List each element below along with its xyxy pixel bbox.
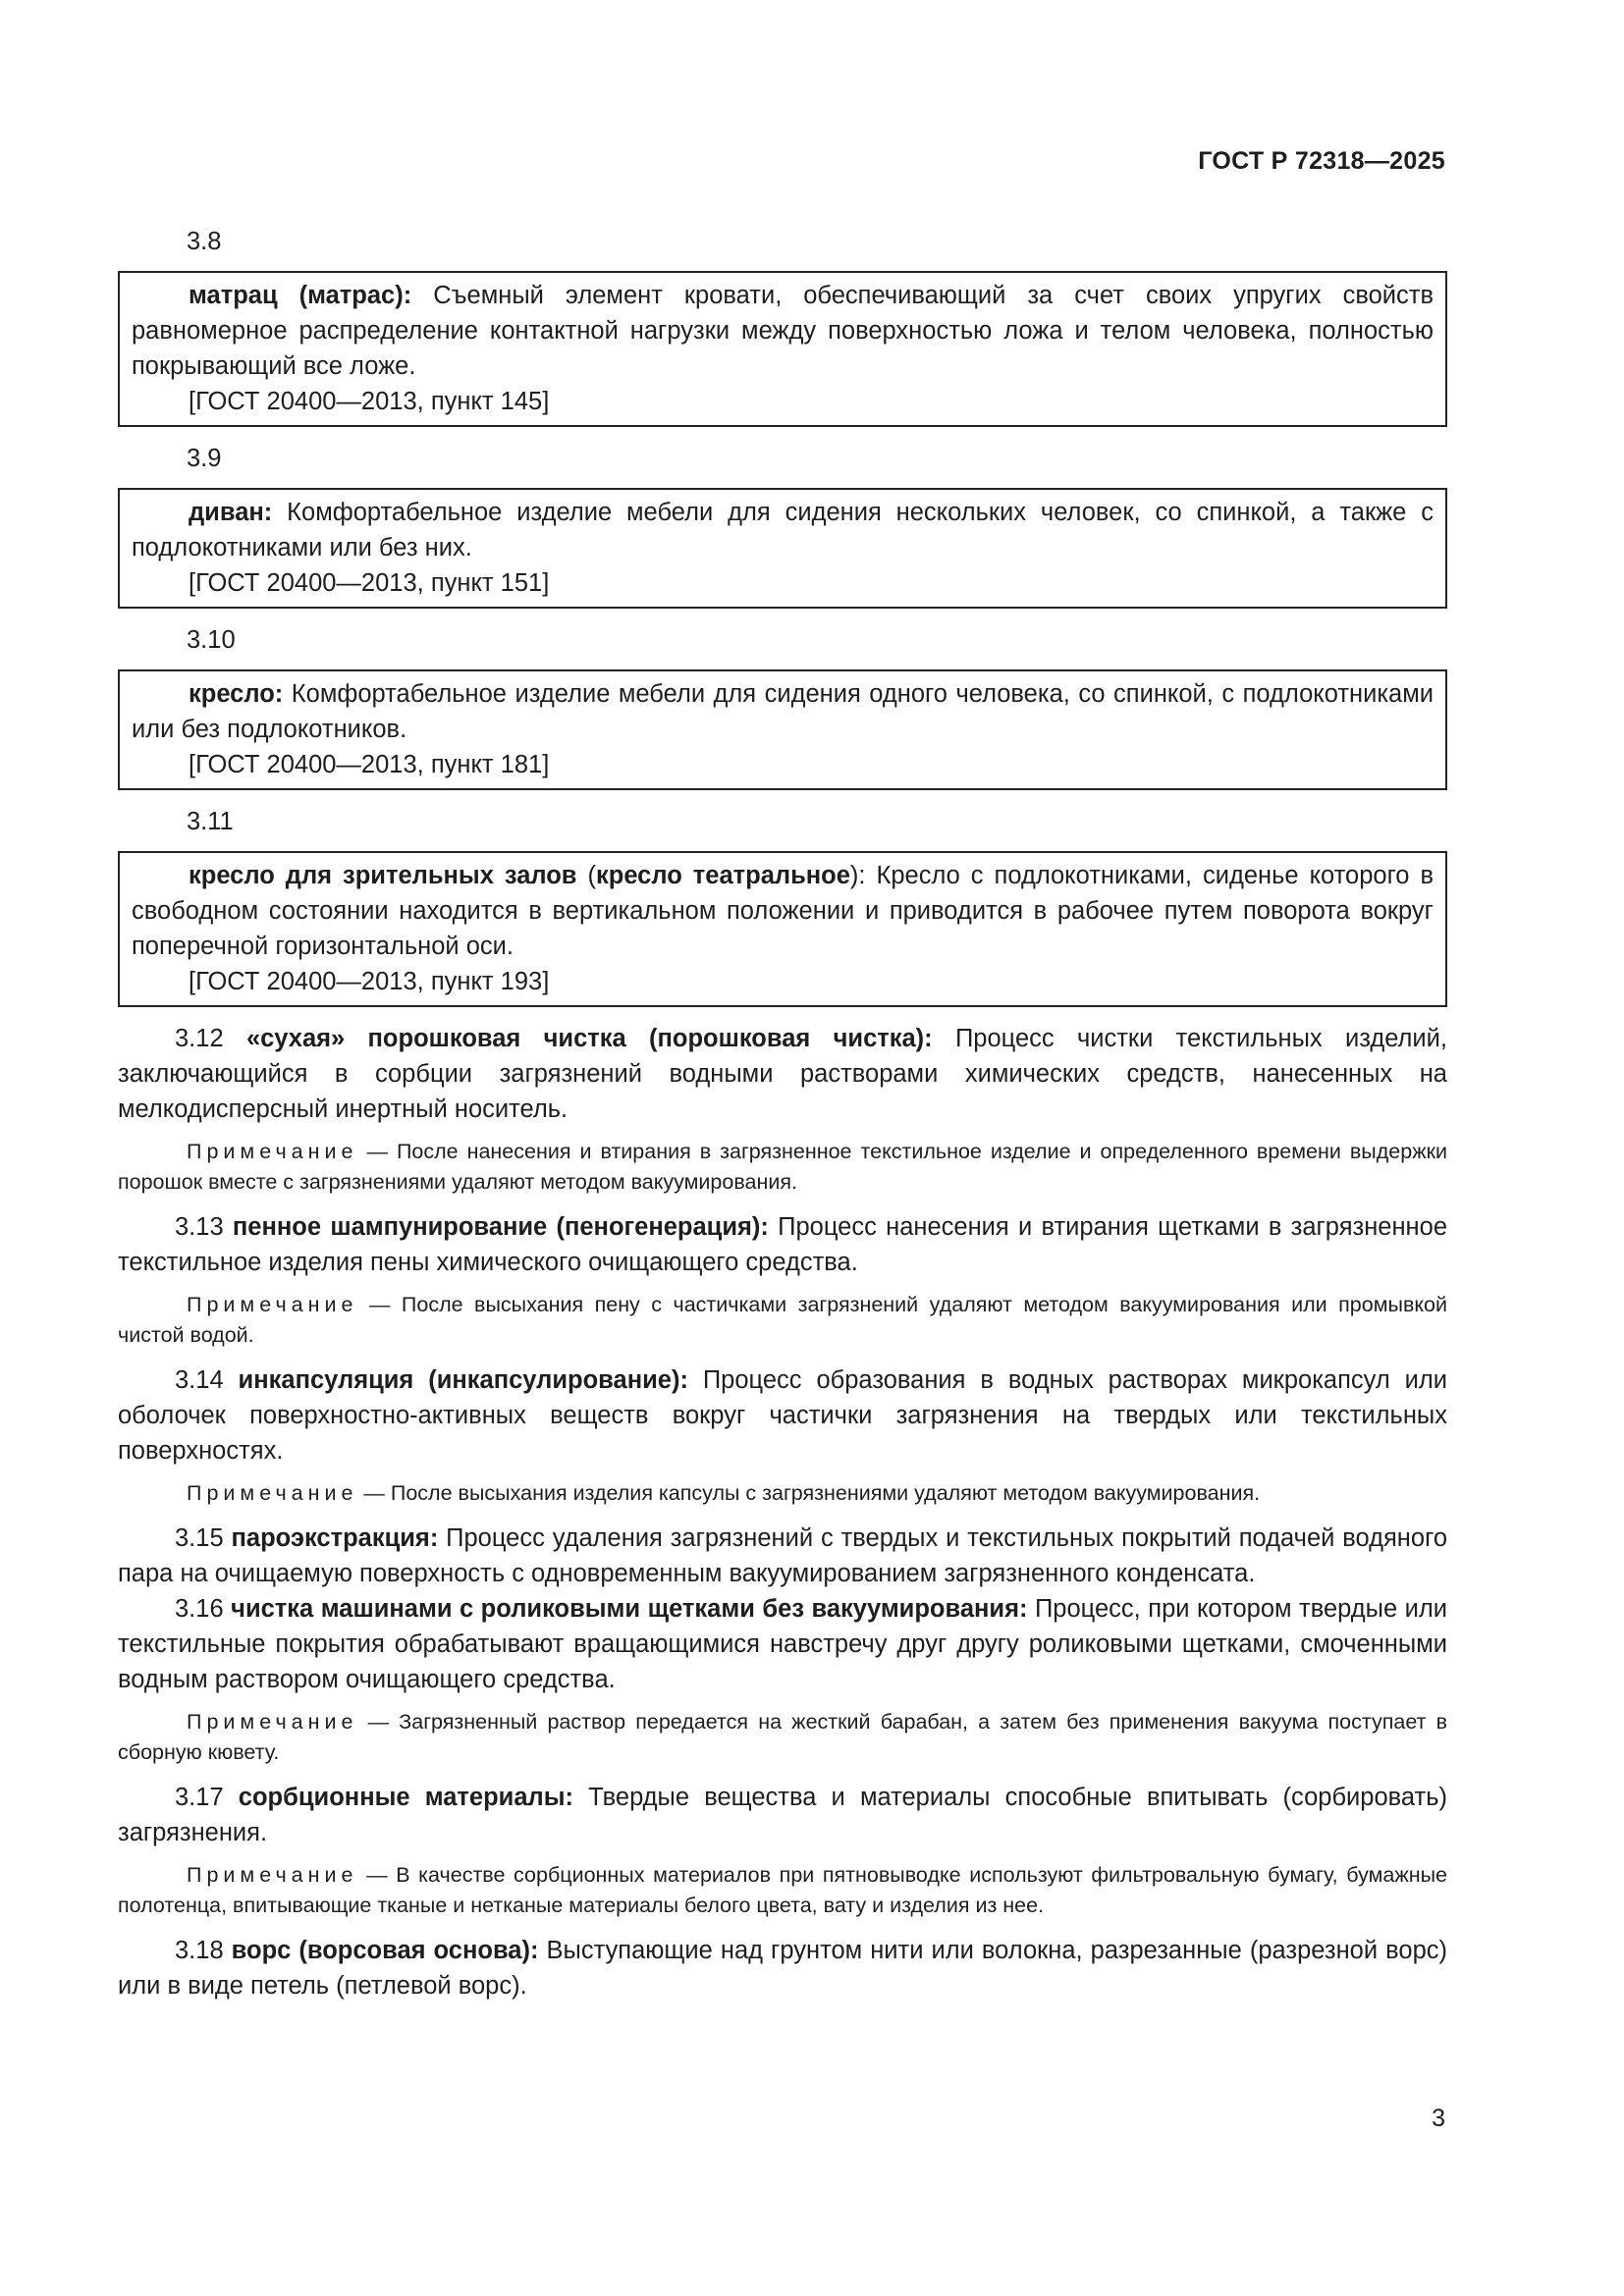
term-number: 3.11 (187, 808, 234, 835)
note (118, 1478, 1447, 1509)
definition-text (132, 495, 1434, 565)
term-paragraph (118, 1780, 1447, 1850)
term-paragraph (118, 1362, 1447, 1468)
note-label: Примечание (187, 1293, 358, 1316)
term-number: 3.18 (175, 1937, 232, 1964)
definition-text (132, 278, 1434, 384)
note-text: — В качестве сорбционных материалов при пятновыводке используют фильтровальную бумагу, бумажные полотенца, впитывающие тканые и нетканые материалы белого цвета, вату и изделия из нее. (118, 1863, 1447, 1917)
term-paragraph (118, 1521, 1447, 1591)
term-paragraph (118, 1021, 1447, 1127)
term-definition-box (118, 488, 1447, 609)
term-name: кресло: (189, 680, 284, 708)
term-name: кресло для зрительных залов (189, 862, 577, 889)
note-text: — Загрязненный раствор передается на жесткий барабан, а затем без применения вакуума поступает в сборную кювету. (118, 1710, 1447, 1764)
definition-text (132, 676, 1434, 747)
note-label: Примечание (187, 1140, 358, 1163)
source-reference: [ГОСТ 20400—2013, пункт 151] (189, 569, 550, 597)
definition-text (132, 858, 1434, 964)
term-name: пенное шампунирование (пеногенерация): (232, 1213, 769, 1241)
term-name: чистка машинами с роликовыми щетками без вакуумирования: (231, 1595, 1028, 1623)
definition: Процесс, при котором твердые или текстильные покрытия обрабатывают вращающимися навстречу друг другу роликовыми щетками, смоченными водным раствором очищающего средства. (118, 1595, 1447, 1693)
note (118, 1137, 1447, 1198)
document-id: ГОСТ Р 72318—2025 (1198, 147, 1445, 175)
term-name: диван: (189, 499, 273, 526)
term-number: 3.8 (187, 228, 222, 255)
term-number: 3.12 (175, 1025, 246, 1052)
term-paren-close: ): (849, 862, 866, 889)
term-number: 3.13 (175, 1213, 233, 1241)
page-number: 3 (1432, 2105, 1445, 2132)
term-name: инкапсуляция (инкапсулирование): (238, 1366, 688, 1394)
term-definition-box (118, 271, 1447, 427)
definition: Процесс удаления загрязнений с твердых и текстильных покрытий подачей водяного пара на очищаемую поверхность с одновременным вакуумированием загрязненного конденсата. (118, 1524, 1447, 1587)
note (118, 1860, 1447, 1921)
source-reference: [ГОСТ 20400—2013, пункт 181] (189, 751, 550, 778)
note-label: Примечание (187, 1710, 358, 1734)
note-label: Примечание (187, 1863, 358, 1887)
term-number: 3.16 (175, 1595, 232, 1623)
definition: Комфортабельное изделие мебели для сидения одного человека, со спинкой, с подлокотниками или без подлокотников. (132, 680, 1434, 743)
note (118, 1290, 1447, 1351)
term-paragraph (118, 1209, 1447, 1280)
page-content (118, 224, 1447, 2013)
definition: Твердые вещества и материалы способные впитывать (сорбировать) загрязнения. (118, 1784, 1447, 1846)
term-definition-box (118, 851, 1447, 1007)
term-name: «сухая» порошковая чистка (порошковая чистка): (245, 1025, 933, 1052)
note-text: — После нанесения и втирания в загрязненное текстильное изделие и определенного времени выдержки порошок вместе с загрязнениями удаляют методом вакуумирования. (118, 1140, 1447, 1194)
definition: Выступающие над грунтом нити или волокна, разрезанные (разрезной ворс) или в виде петель (петлевой ворс). (118, 1937, 1447, 2000)
source-reference: [ГОСТ 20400—2013, пункт 193] (189, 968, 550, 995)
term-number: 3.9 (187, 445, 222, 472)
term-paragraph (118, 1933, 1447, 2003)
term-paren: ( (576, 862, 596, 889)
note-label: Примечание (187, 1481, 358, 1505)
term-number: 3.14 (175, 1366, 239, 1394)
term-name: сорбционные материалы: (238, 1784, 574, 1811)
definition: Процесс образования в водных растворах микрокапсул или оболочек поверхностно-активных веществ вокруг частички загрязнения на твердых или текстильных поверхностях. (118, 1366, 1447, 1465)
note-text: — После высыхания изделия капсулы с загрязнениями удаляют методом вакуумирования. (357, 1481, 1261, 1505)
definition: Процесс нанесения и втирания щетками в загрязненное текстильное изделия пены химического очищающего средства. (118, 1213, 1447, 1276)
term-number: 3.17 (175, 1784, 239, 1811)
note-text: — После высыхания пену с частичками загрязнений удаляют методом вакуумирования или промывкой чистой водой. (118, 1293, 1447, 1347)
term-name: пароэкстракция: (231, 1524, 439, 1552)
term-number: 3.10 (187, 626, 236, 654)
definition: Комфортабельное изделие мебели для сидения нескольких человек, со спинкой, а также с подлокотниками или без них. (132, 499, 1434, 561)
term-definition-box (118, 669, 1447, 790)
note (118, 1707, 1447, 1768)
term-synonym: кресло театральное (595, 862, 850, 889)
definition: Кресло с подлокотниками, сиденье которого в свободном состоянии находится в вертикальном положении и приводится в рабочее путем поворота вокруг поперечной горизонтальной оси. (132, 862, 1435, 960)
term-number: 3.15 (175, 1524, 232, 1552)
term-name: ворс (ворсовая основа): (231, 1937, 539, 1964)
term-name: матрац (матрас): (189, 282, 412, 309)
source-reference: [ГОСТ 20400—2013, пункт 145] (189, 388, 550, 415)
definition: Съемный элемент кровати, обеспечивающий за счет своих упругих свойств равномерное распределение контактной нагрузки между поверхностью ложа и телом человека, полностью покрывающий все ложе. (132, 282, 1434, 380)
definition: Процесс чистки текстильных изделий, заключающийся в сорбции загрязнений водными растворами химических средств, нанесенных на мелкодисперсный инертный носитель. (118, 1025, 1447, 1123)
term-paragraph (118, 1591, 1447, 1697)
